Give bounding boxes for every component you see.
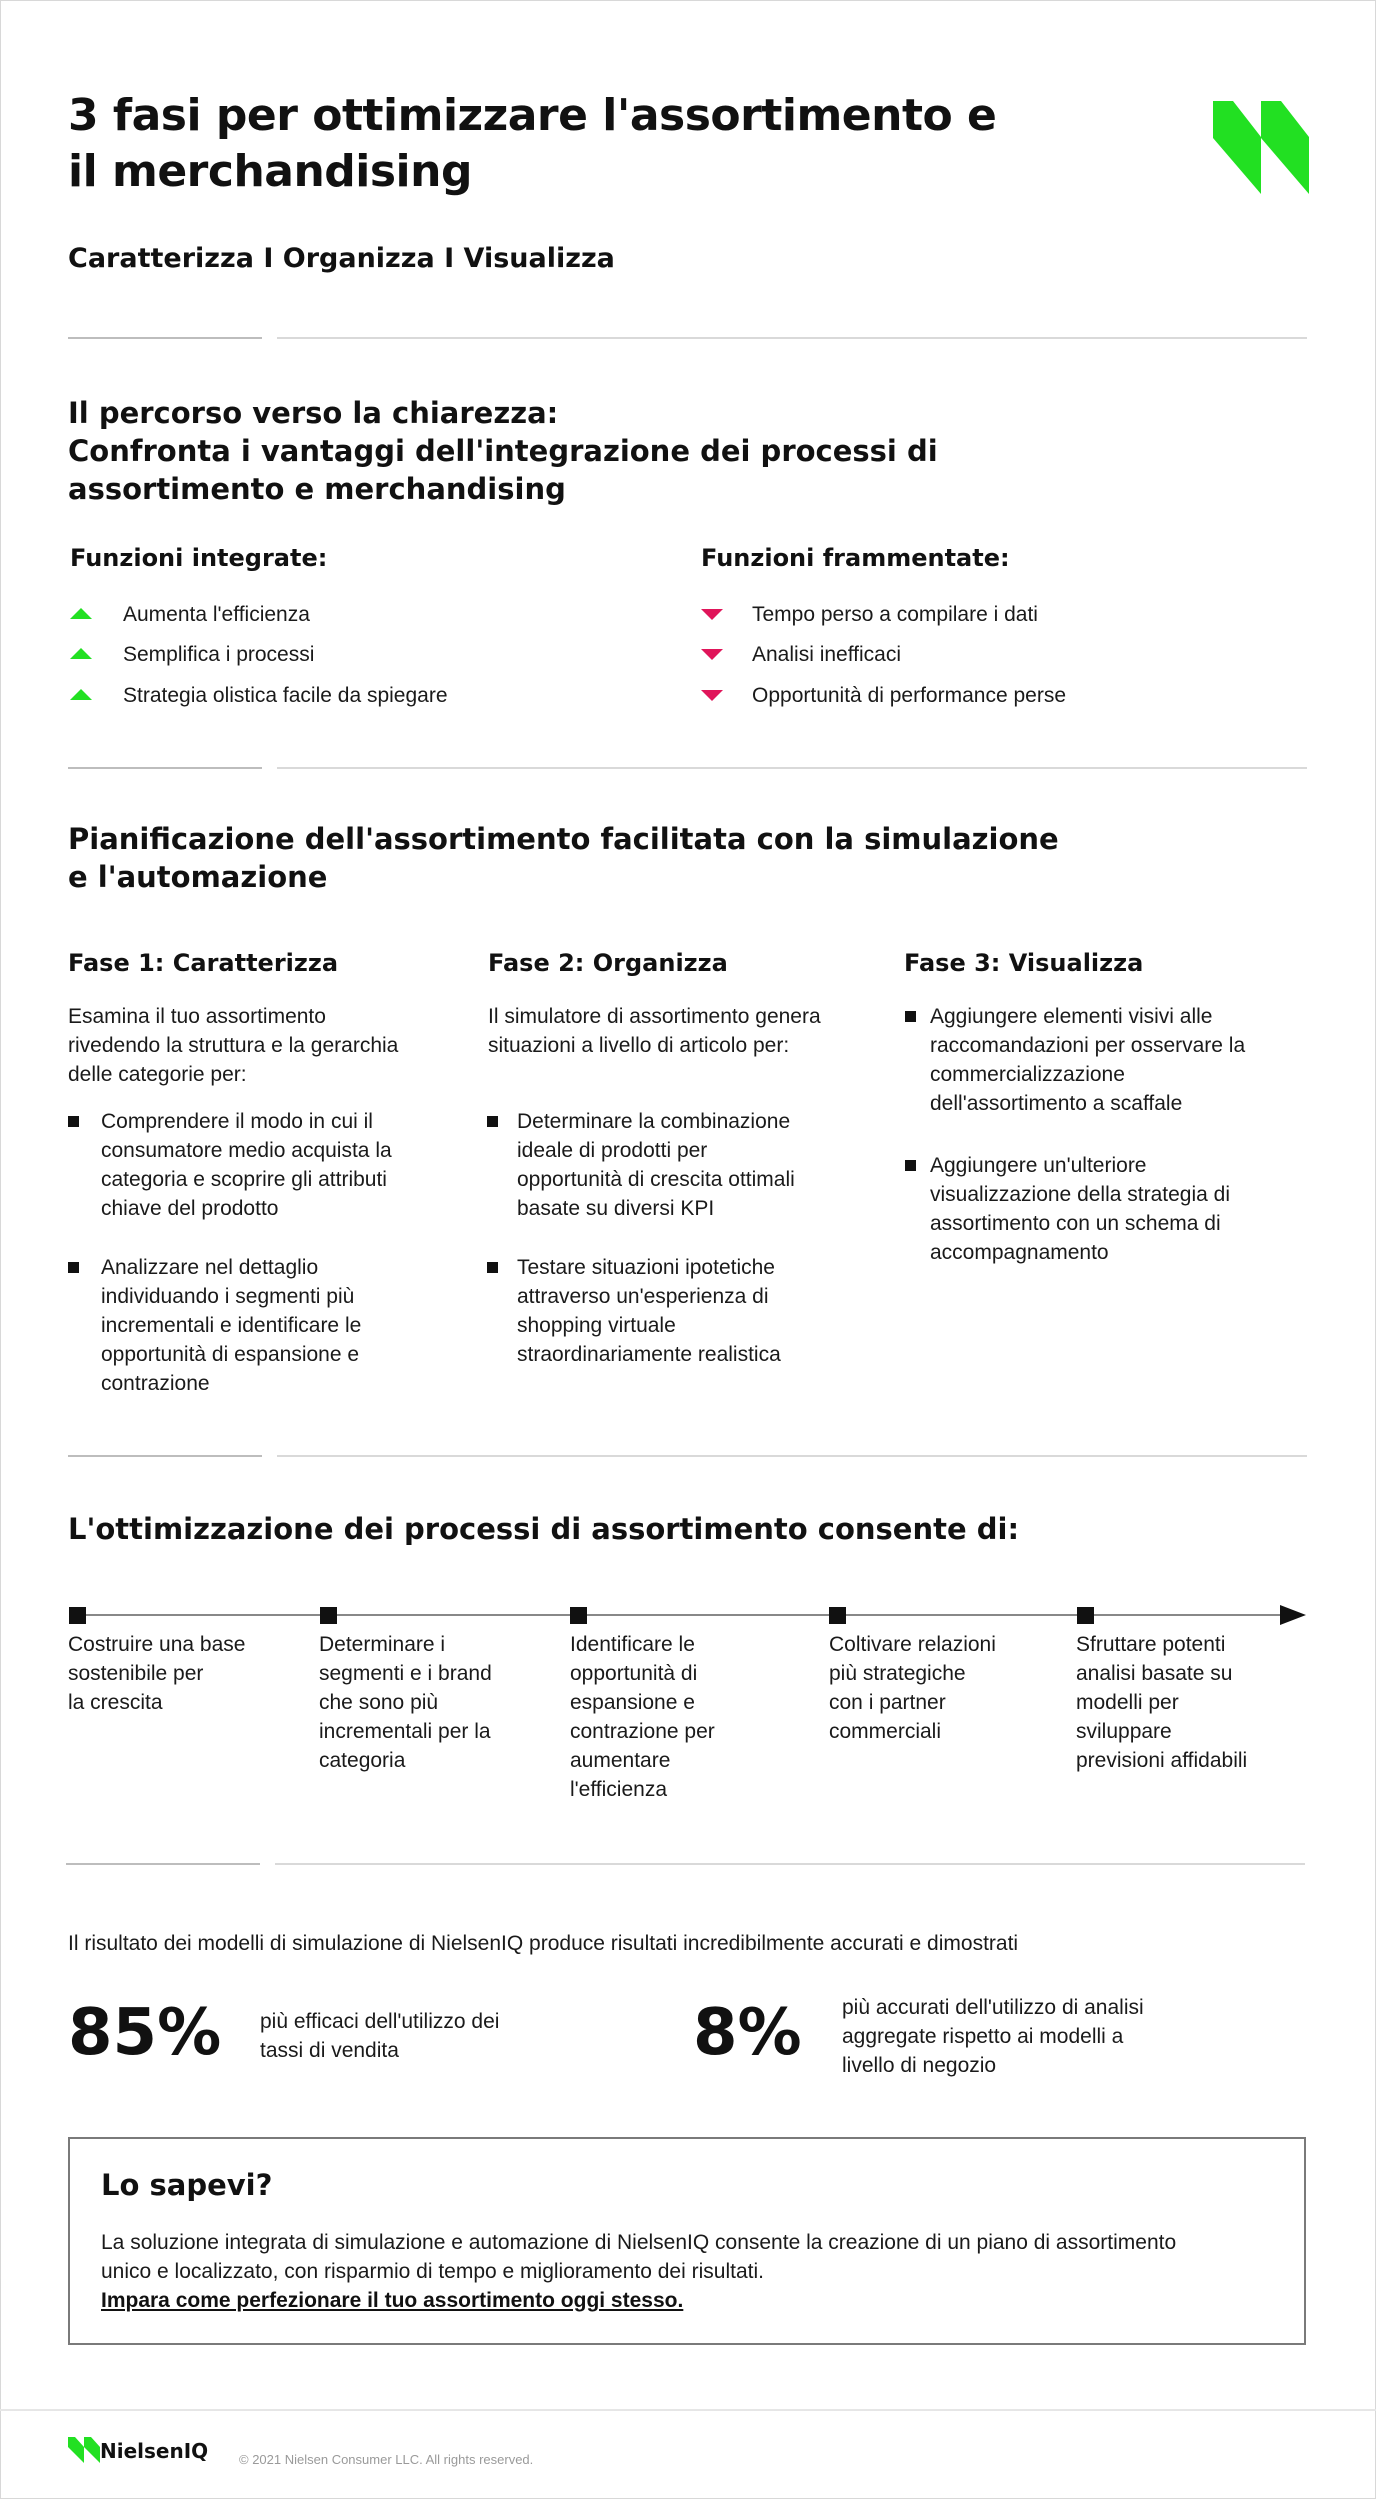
section-divider [275, 1863, 1305, 1865]
section-divider [68, 767, 262, 769]
section-divider [277, 1455, 1307, 1457]
phase3-title: Fase 3: Visualizza [904, 949, 1144, 977]
text-line: contrazione [101, 1372, 210, 1395]
text-line: aggregate rispetto ai modelli a [842, 2025, 1124, 2048]
text-line: visualizzazione della strategia di [930, 1183, 1230, 1206]
text-line: analisi basate su [1076, 1662, 1233, 1685]
phase1-title: Fase 1: Caratterizza [68, 949, 339, 977]
page-title-line: 3 fasi per ottimizzare l'assortimento e [68, 90, 997, 141]
bullet-icon [487, 1262, 498, 1273]
fragmented-item: Tempo perso a compilare i dati [752, 603, 1038, 626]
text-line: Esamina il tuo assortimento [68, 1005, 326, 1028]
fragmented-item: Analisi inefficaci [752, 643, 902, 666]
text-line: dell'assortimento a scaffale [930, 1092, 1183, 1115]
stat-description [260, 2007, 580, 2065]
text-line: raccomandazioni per osservare la [930, 1034, 1246, 1057]
bullet-icon [905, 1160, 916, 1171]
did-you-know-box [68, 2137, 1306, 2345]
text-line: espansione e [570, 1691, 695, 1714]
arrow-up-icon [70, 689, 92, 700]
text-line: categoria [319, 1749, 406, 1772]
planning-heading-line: Pianificazione dell'assortimento facilitata con la simulazione [68, 822, 1059, 856]
footer-divider [0, 2409, 1376, 2411]
arrow-up-icon [70, 608, 92, 619]
arrow-down-icon [701, 609, 723, 620]
text-line: Identificare le [570, 1633, 695, 1656]
text-line: sostenibile per [68, 1662, 204, 1685]
text-line: Il simulatore di assortimento genera [488, 1005, 821, 1028]
section-divider [68, 337, 262, 339]
text-line: straordinariamente realistica [517, 1343, 781, 1366]
phase3-bullet [930, 1151, 1310, 1267]
text-line: chiave del prodotto [101, 1197, 279, 1220]
text-line: incrementali e identificare le [101, 1314, 362, 1337]
phase2-intro [488, 1002, 888, 1060]
text-line: commercializzazione [930, 1063, 1125, 1086]
text-line: aumentare [570, 1749, 671, 1772]
phase3-bullet [930, 1002, 1310, 1118]
fragmented-item: Opportunità di performance perse [752, 684, 1067, 707]
phase2-title: Fase 2: Organizza [488, 949, 728, 977]
text-line: attraverso un'esperienza di [517, 1285, 769, 1308]
bullet-icon [905, 1011, 916, 1022]
nielseniq-mark-icon [68, 2437, 100, 2463]
arrow-down-icon [701, 690, 723, 701]
text-line: con i partner [829, 1691, 946, 1714]
text-line: individuando i segmenti più [101, 1285, 355, 1308]
results-intro: Il risultato dei modelli di simulazione di NielsenIQ produce risultati incredibilmente accurati e dimostrati [68, 1932, 1019, 1955]
text-line: consumatore medio acquista la [101, 1139, 392, 1162]
fragmented-title: Funzioni frammentate: [701, 544, 1010, 572]
footer-brand: NielsenIQ [100, 2439, 209, 2463]
bullet-icon [68, 1116, 79, 1127]
comparison-heading [68, 394, 1168, 508]
phase2-bullet [517, 1107, 857, 1223]
text-line: opportunità di espansione e [101, 1343, 360, 1366]
text-line: La soluzione integrata di simulazione e automazione di NielsenIQ consente la creazione di un piano di assortimento [101, 2231, 1177, 2254]
text-line: Analizzare nel dettaglio [101, 1256, 319, 1279]
text-line: più efficaci dell'utilizzo dei [260, 2010, 500, 2033]
section-divider [277, 767, 1307, 769]
timeline-step [1076, 1630, 1306, 1775]
text-line: opportunità di [570, 1662, 698, 1685]
integrated-item: Strategia olistica facile da spiegare [123, 684, 448, 707]
section-divider [68, 1455, 262, 1457]
bullet-icon [68, 1262, 79, 1273]
copyright: © 2021 Nielsen Consumer LLC. All rights reserved. [239, 2452, 534, 2467]
text-line: Aggiungere elementi visivi alle [930, 1005, 1213, 1028]
timeline-line [70, 1614, 1290, 1616]
timeline-step [570, 1630, 800, 1804]
stat-description [842, 1993, 1242, 2080]
timeline-marker [570, 1607, 587, 1624]
text-line: contrazione per [570, 1720, 715, 1743]
text-line: previsioni affidabili [1076, 1749, 1248, 1772]
text-line: tassi di vendita [260, 2039, 399, 2062]
stat-value: 85% [68, 1996, 222, 2070]
text-line: Costruire una base [68, 1633, 246, 1656]
text-line: basate su diversi KPI [517, 1197, 715, 1220]
text-line: categoria e scoprire gli attributi [101, 1168, 387, 1191]
phase2-bullet [517, 1253, 857, 1369]
text-line: assortimento con un schema di [930, 1212, 1221, 1235]
optimization-heading: L'ottimizzazione dei processi di assortimento consente di: [68, 1512, 1020, 1546]
text-line: unico e localizzato, con risparmio di tempo e miglioramento dei risultati. [101, 2260, 764, 2283]
comparison-heading-line: Confronta i vantaggi dell'integrazione dei processi di [68, 434, 938, 468]
timeline-step [68, 1630, 288, 1717]
timeline-marker [320, 1607, 337, 1624]
text-line: modelli per [1076, 1691, 1179, 1714]
text-line: incrementali per la [319, 1720, 491, 1743]
timeline-marker [1077, 1607, 1094, 1624]
timeline-arrow-icon [1280, 1605, 1306, 1625]
page-title-line: il merchandising [68, 146, 472, 197]
text-line: Testare situazioni ipotetiche [517, 1256, 775, 1279]
text-line: delle categorie per: [68, 1063, 247, 1086]
planning-heading-line: e l'automazione [68, 860, 328, 894]
comparison-heading-line: assortimento e merchandising [68, 472, 566, 506]
text-line: opportunità di crescita ottimali [517, 1168, 795, 1191]
text-line: segmenti e i brand [319, 1662, 492, 1685]
callout-body [101, 2228, 1291, 2315]
text-line: Determinare i [319, 1633, 446, 1656]
section-divider [277, 337, 1307, 339]
text-line: rivedendo la struttura e la gerarchia [68, 1034, 399, 1057]
text-line: commerciali [829, 1720, 942, 1743]
text-line: Comprendere il modo in cui il [101, 1110, 373, 1133]
page-subtitle: Caratterizza I Organizza I Visualizza [68, 243, 615, 274]
phase1-intro [68, 1002, 448, 1089]
text-line: Coltivare relazioni [829, 1633, 996, 1656]
text-line: che sono più [319, 1691, 439, 1714]
integrated-item: Aumenta l'efficienza [123, 603, 310, 626]
text-line: Aggiungere un'ulteriore [930, 1154, 1147, 1177]
text-line: sviluppare [1076, 1720, 1172, 1743]
timeline-marker [69, 1607, 86, 1624]
text-line: Sfruttare potenti [1076, 1633, 1226, 1656]
phase1-bullet [101, 1107, 441, 1223]
page-title [68, 88, 1118, 200]
text-line: accompagnamento [930, 1241, 1109, 1264]
text-line: ideale di prodotti per [517, 1139, 708, 1162]
integrated-item: Semplifica i processi [123, 643, 315, 666]
text-line: situazioni a livello di articolo per: [488, 1034, 790, 1057]
arrow-down-icon [701, 649, 723, 660]
bullet-icon [487, 1116, 498, 1127]
section-divider [66, 1863, 260, 1865]
planning-heading [68, 820, 1248, 896]
text-line: shopping virtuale [517, 1314, 676, 1337]
text-line: la crescita [68, 1691, 163, 1714]
text-line: più strategiche [829, 1662, 966, 1685]
timeline-step [319, 1630, 549, 1775]
phase1-bullet [101, 1253, 441, 1398]
text-line: livello di negozio [842, 2054, 997, 2077]
text-line: più accurati dell'utilizzo di analisi [842, 1996, 1144, 2019]
callout-title: Lo sapevi? [101, 2168, 273, 2202]
stat-value: 8% [693, 1996, 802, 2070]
text-line: l'efficienza [570, 1778, 668, 1801]
nielseniq-mark-icon [1213, 101, 1309, 194]
arrow-up-icon [70, 648, 92, 659]
learn-more-link[interactable]: Impara come perfezionare il tuo assortimento oggi stesso. [101, 2289, 684, 2312]
text-line: Determinare la combinazione [517, 1110, 791, 1133]
comparison-heading-line: Il percorso verso la chiarezza: [68, 396, 559, 430]
timeline-marker [829, 1607, 846, 1624]
timeline-step [829, 1630, 1059, 1746]
integrated-title: Funzioni integrate: [70, 544, 328, 572]
